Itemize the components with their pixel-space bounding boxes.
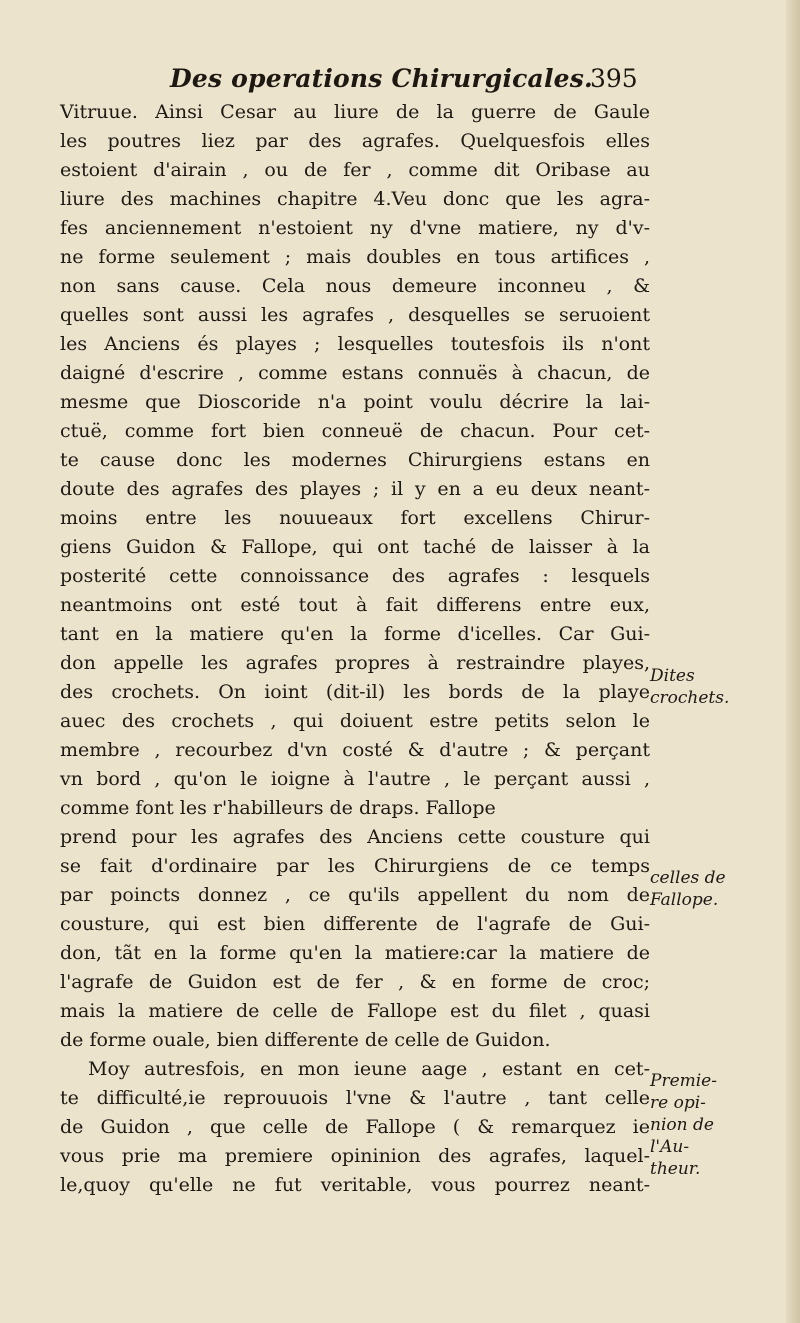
margin-note-premiere-opinion	[650, 1070, 745, 1180]
text-line: te difficulté,ie reprouuois l'vne & l'autre , tant celle	[60, 1087, 650, 1109]
text-line: tant en la matiere qu'en la forme d'icelles. Car Gui-	[60, 623, 650, 645]
text-line: doute des agrafes des playes ; il y en a eu deux neant-	[60, 478, 650, 500]
text-line: vn bord , qu'on le ioigne à l'autre , le perçant aussi ,	[60, 768, 650, 790]
text-line: par poincts donnez , ce qu'ils appellent du nom de	[60, 884, 650, 906]
text-line: ctuë, comme fort bien conneuë de chacun. Pour cet-	[60, 420, 650, 442]
text-line: non sans cause. Cela nous demeure inconneu , &	[60, 275, 650, 297]
margin-note-line: theur.	[650, 1159, 701, 1179]
text-line: Moy autresfois, en mon ieune aage , estant en cet-	[88, 1058, 650, 1080]
text-line: se fait d'ordinaire par les Chirurgiens de ce temps	[60, 855, 650, 877]
margin-note-line: nion de	[650, 1115, 714, 1135]
text-line: neantmoins ont esté tout à fait differens entre eux,	[60, 594, 650, 616]
text-line: don, tãt en la forme qu'en la matiere:car la matiere de	[60, 942, 650, 964]
running-title: Des operations Chirurgicales.	[170, 64, 593, 93]
text-line: giens Guidon & Fallope, qui ont taché de laisser à la	[60, 536, 650, 558]
text-line: don appelle les agrafes propres à restraindre playes,	[60, 652, 650, 674]
text-line: estoient d'airain , ou de fer , comme dit Oribase au	[60, 159, 650, 181]
text-line: membre , recourbez d'vn costé & d'autre ; & perçant	[60, 739, 650, 761]
margin-note-crochets	[650, 665, 745, 709]
body-text	[60, 98, 650, 1200]
text-line: les poutres liez par des agrafes. Quelquesfois elles	[60, 130, 650, 152]
text-line: des crochets. On ioint (dit-il) les bords de la playe	[60, 681, 650, 703]
text-line: cousture, qui est bien differente de l'agrafe de Gui-	[60, 913, 650, 935]
text-line: te cause donc les modernes Chirurgiens estans en	[60, 449, 650, 471]
text-line: prend pour les agrafes des Anciens cette cousture qui	[60, 826, 650, 848]
margin-note-line: crochets.	[650, 688, 730, 708]
margin-note-line: l'Au-	[650, 1137, 690, 1157]
text-line: liure des machines chapitre 4.Veu donc que les agra-	[60, 188, 650, 210]
text-line: le,quoy qu'elle ne fut veritable, vous pourrez neant-	[60, 1174, 650, 1196]
text-line: l'agrafe de Guidon est de fer , & en forme de croc;	[60, 971, 650, 993]
text-line: mesme que Dioscoride n'a point voulu décrire la lai-	[60, 391, 650, 413]
text-line: vous prie ma premiere opininion des agrafes, laquel-	[60, 1145, 650, 1167]
page-number: 395	[590, 64, 638, 93]
margin-note-line: re opi-	[650, 1093, 706, 1113]
text-line: moins entre les nouueaux fort excellens Chirur-	[60, 507, 650, 529]
text-line: daigné d'escrire , comme estans connuës à chacun, de	[60, 362, 650, 384]
margin-note-line: celles de	[650, 868, 726, 888]
margin-note-fallope	[650, 867, 745, 911]
page-edge	[786, 0, 800, 1323]
text-line: posterité cette connoissance des agrafes : lesquels	[60, 565, 650, 587]
text-line: auec des crochets , qui doiuent estre petits selon le	[60, 710, 650, 732]
text-line: comme font les r'habilleurs de draps. Fallope	[60, 797, 496, 819]
text-line: mais la matiere de celle de Fallope est du filet , quasi	[60, 1000, 650, 1022]
margin-note-line: Fallope.	[650, 890, 719, 910]
text-line: les Anciens és playes ; lesquelles toutesfois ils n'ont	[60, 333, 650, 355]
text-line: ne forme seulement ; mais doubles en tous artifices ,	[60, 246, 650, 268]
text-line: de forme ouale, bien differente de celle de Guidon.	[60, 1029, 551, 1051]
margin-note-line: Dites	[650, 666, 695, 686]
text-line: quelles sont aussi les agrafes , desquelles se seruoient	[60, 304, 650, 326]
text-line: de Guidon , que celle de Fallope ( & remarquez ie	[60, 1116, 650, 1138]
text-line: fes anciennement n'estoient ny d'vne matiere, ny d'v-	[60, 217, 650, 239]
text-line: Vitruue. Ainsi Cesar au liure de la guerre de Gaule	[60, 101, 650, 123]
margin-note-line: Premie-	[650, 1071, 717, 1091]
